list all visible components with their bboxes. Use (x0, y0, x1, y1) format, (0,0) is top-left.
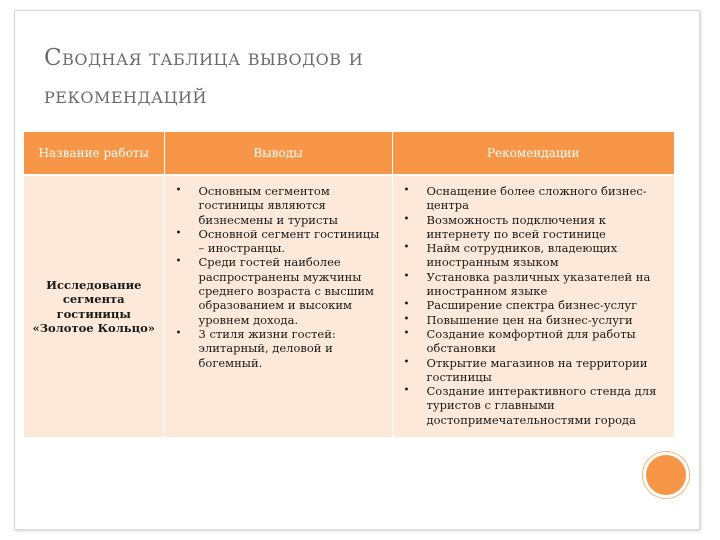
header-recommendations: Рекомендации (392, 132, 674, 175)
list-item (169, 255, 388, 326)
bullet-icon: • (403, 242, 410, 254)
slide-title-line-1: СВОДНАЯ ТАБЛИЦА ВЫВОДОВ И (44, 45, 364, 71)
bullet-icon: • (403, 356, 410, 368)
recommendation-text: Возможность подключения к интернету по всей гостинице (426, 212, 606, 241)
bullet-icon: • (403, 270, 410, 282)
recommendation-text: Создание комфортной для работы обстановки (426, 326, 636, 356)
list-item (397, 184, 671, 213)
recommendation-text: Расширение спектра бизнес-услуг (426, 298, 638, 313)
slide-title-line-2: РЕКОМЕНДАЦИЙ (44, 88, 207, 107)
bullet-icon: • (175, 256, 182, 268)
bullet-icon: • (403, 213, 410, 225)
recommendation-text: Повышение цен на бизнес-услуги (426, 312, 633, 327)
bullet-icon: • (403, 385, 410, 397)
bullet-icon: • (403, 299, 410, 311)
conclusions-list (169, 184, 388, 370)
table-header-row (24, 132, 674, 175)
header-work-title: Название работы (24, 132, 164, 175)
slide-title (44, 40, 644, 116)
conclusion-text: Основной сегмент гостиницы – иностранцы. (198, 226, 380, 256)
list-item (397, 270, 671, 299)
bullet-icon: • (403, 185, 410, 196)
work-title-cell: Исследование сегмента гостиницы «Золотое Кольцо» (24, 175, 164, 437)
conclusion-text: Основным сегментом гостиницы являются бизнесмены и туристы (198, 184, 338, 227)
table-row (24, 175, 674, 437)
list-item (169, 184, 388, 227)
list-item (397, 241, 671, 270)
bullet-icon: • (175, 227, 182, 239)
decorative-circle (643, 452, 689, 498)
bullet-icon: • (175, 327, 182, 339)
list-item (169, 227, 388, 256)
recommendation-text: Создание интерактивного стенда для туристов с главными достопримечательностями города (426, 384, 657, 427)
bullet-icon: • (403, 327, 410, 339)
recommendation-text: Установка различных указателей на иностранном языке (426, 269, 651, 299)
recommendation-text: Найм сотрудников, владеющих иностранным языком (426, 241, 618, 270)
recommendations-list (397, 184, 671, 427)
bullet-icon: • (175, 185, 182, 196)
bullet-icon: • (403, 313, 410, 325)
header-conclusions: Выводы (164, 132, 392, 175)
list-item (397, 356, 671, 385)
recommendation-text: Оснащение более сложного бизнес-центра (426, 184, 647, 213)
conclusion-text: 3 стиля жизни гостей: элитарный, деловой и богемный. (198, 326, 336, 370)
list-item (397, 313, 671, 327)
summary-table (24, 132, 674, 437)
list-item (397, 327, 671, 356)
conclusions-cell (164, 175, 392, 437)
list-item (169, 327, 388, 370)
conclusion-text: Среди гостей наиболее распространены мужчины среднего возраста с высшим образованием и высоким уровнем дохода. (198, 255, 374, 327)
list-item (397, 213, 671, 242)
recommendations-cell (392, 175, 674, 437)
recommendation-text: Открытие магазинов на территории гостиницы (426, 355, 648, 384)
list-item (397, 298, 671, 312)
list-item (397, 384, 671, 427)
